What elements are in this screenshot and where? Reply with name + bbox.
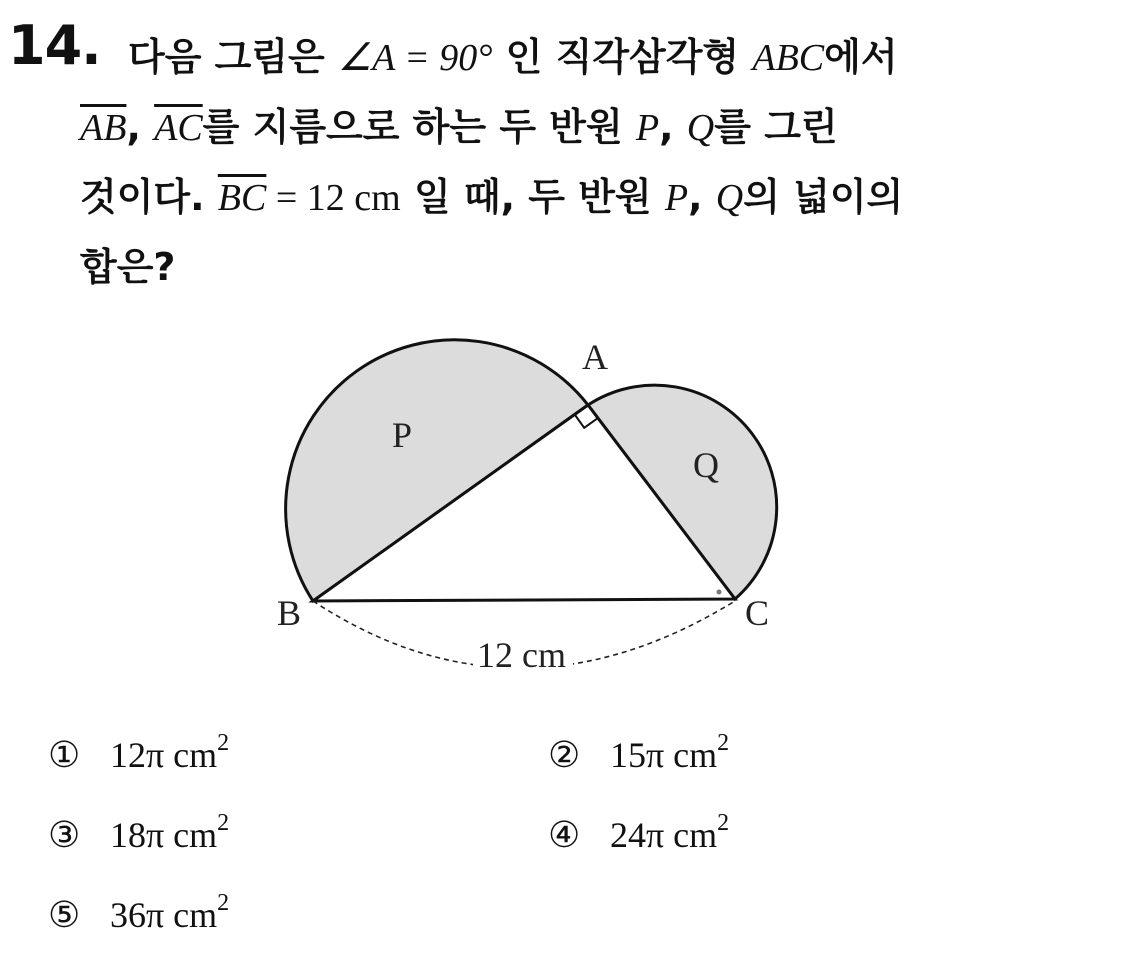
segment-bc: $\overline{BC}$ (217, 177, 267, 219)
question-text: 에서 (824, 35, 898, 79)
question-line-4 (80, 236, 175, 291)
semicircle-q-label: Q (693, 445, 719, 485)
choice-exponent: 2 (217, 890, 230, 916)
question-text: 의 넓이의 (743, 175, 904, 219)
semicircle-q-name: Q (715, 177, 744, 219)
segment-ab: $\overline{AB}$ (80, 107, 127, 149)
question-number: 14. (8, 14, 101, 77)
segment-ac: $\overline{AC}$ (154, 107, 203, 149)
question-text: 를 그린 (714, 105, 838, 149)
choice-number: ② (548, 735, 581, 775)
semicircle-p-name: P (664, 177, 689, 219)
question-line-2 (80, 96, 838, 151)
choice-1[interactable] (48, 730, 230, 776)
vertex-a-label: A (582, 337, 608, 377)
question-text: 합은? (80, 245, 176, 289)
question-line-1 (128, 26, 898, 81)
question-text: 를 지름으로 하는 두 반원 (202, 105, 636, 149)
vertex-b-label: B (277, 593, 302, 633)
question-text: , (659, 105, 687, 149)
choice-exponent: 2 (217, 810, 230, 836)
choice-value: 12π cm (110, 735, 218, 775)
length-label: 12 cm (477, 635, 566, 675)
choice-value: 36π cm (110, 895, 218, 935)
choice-value: 15π cm (610, 735, 718, 775)
angle-mark-c (717, 590, 722, 595)
choice-number: ④ (548, 815, 581, 855)
semicircle-p-label: P (392, 415, 413, 455)
geometry-figure (255, 325, 815, 685)
question-text: 일 때, 두 반원 (400, 175, 665, 219)
semicircle-p-name: P (635, 107, 660, 149)
choice-number: ⑤ (48, 895, 81, 935)
choice-number: ③ (48, 815, 81, 855)
choice-exponent: 2 (717, 810, 730, 836)
question-text: , (688, 175, 716, 219)
choice-3[interactable] (48, 810, 230, 856)
choice-value: 18π cm (110, 815, 218, 855)
choice-4[interactable] (548, 810, 730, 856)
angle-expression: ∠A = 90° (338, 37, 493, 79)
length-expression: = 12 cm (266, 177, 401, 219)
question-line-3 (80, 166, 903, 221)
semicircle-q-name: Q (686, 107, 715, 149)
choice-exponent: 2 (717, 730, 730, 756)
choice-number: ① (48, 735, 81, 775)
vertex-c-label: C (745, 593, 770, 633)
triangle-name: ABC (752, 37, 825, 79)
question-text: 것이다. (80, 175, 218, 219)
question-text: , (126, 105, 155, 149)
choice-2[interactable] (548, 730, 730, 776)
choice-exponent: 2 (217, 730, 230, 756)
question-text: 다음 그림은 (128, 35, 338, 79)
choice-5[interactable] (48, 890, 230, 936)
choice-value: 24π cm (610, 815, 718, 855)
question-text: 인 직각삼각형 (492, 35, 753, 79)
